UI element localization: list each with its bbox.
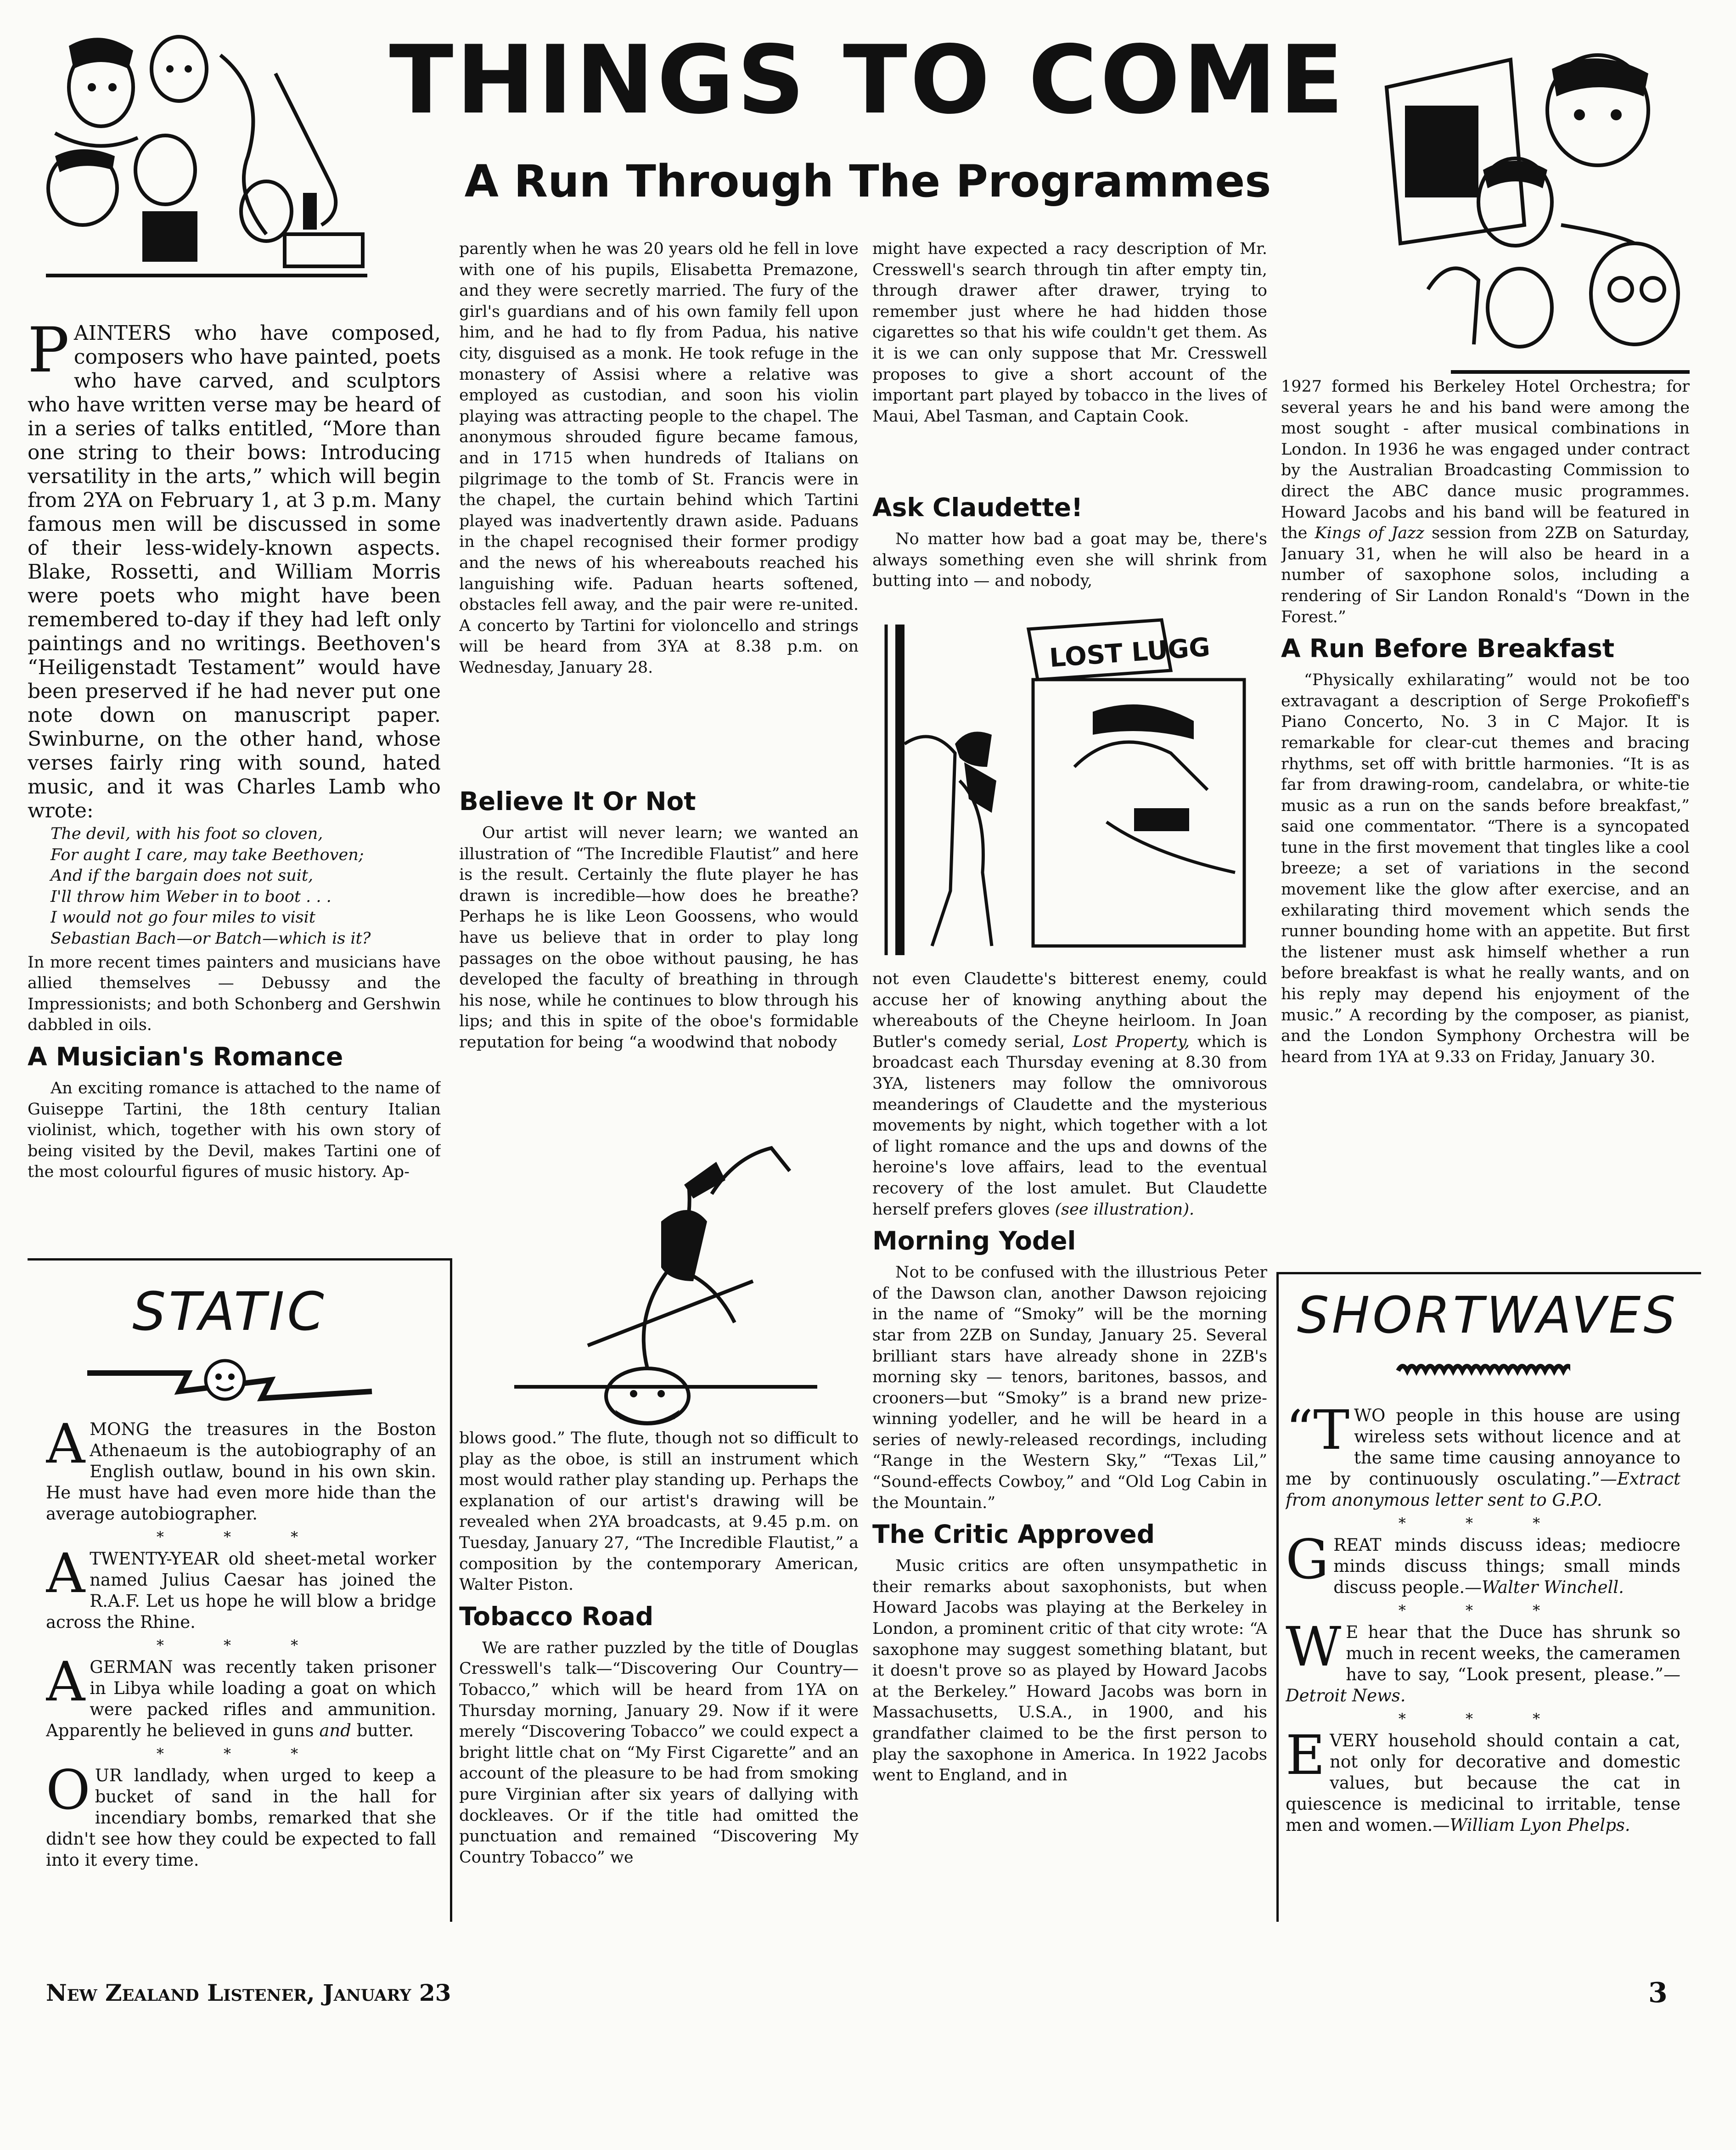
lost-luggage-sign: LOST LUGG xyxy=(1048,632,1211,674)
footer-publication: New Zealand Listener, January 23 xyxy=(46,1979,451,2006)
column-1 xyxy=(28,321,441,1258)
heading-critic-approved: The Critic Approved xyxy=(872,1520,1155,1549)
critic-text: Music critics are often unsympathetic in their remarks about saxophonists, but when Howard Jacobs was playing at the Berkeley in London, a prominent critic of that city wrote: “A saxophone may suggest something blatant, but it doesn't prove so as played by Howard Jacobs at the Berkeley.” Howard Jacobs was born in Massachusetts, U.S.A., in 1900, and his grandfather claimed to be the first person to play the saxophone in America. In 1922 Jacobs went to England, and in xyxy=(872,1557,1267,1785)
verse-line: Sebastian Bach—or Batch—which is it? xyxy=(51,929,371,948)
shortwaves-item-source: —Detroit News. xyxy=(1286,1665,1680,1705)
programme-title: Kings of Jazz xyxy=(1315,524,1424,543)
page-subtitle: A Run Through The Programmes xyxy=(464,156,1271,207)
shortwaves-item xyxy=(1286,1405,1680,1511)
column-2 xyxy=(459,239,859,1130)
drop-cap: “T xyxy=(1286,1405,1350,1462)
shortwaves-item xyxy=(1286,1615,1680,1706)
shortwaves-item-text: VERY household should contain a cat, not only for decorative and domestic values, but because the cat in quiescence is medicinal to irritable, tense men and women. xyxy=(1286,1731,1680,1835)
critic-text: session from 2ZB on Saturday, January 31, when he will also be heard in a number of saxophone solos, including a rendering of Sir Landon Ronald's “Down in the Forest.” xyxy=(1281,524,1690,626)
top-left-illustration xyxy=(28,18,386,285)
separator-stars: * * * xyxy=(156,1637,326,1654)
tobacco-text: We are rather puzzled by the title of Douglas Cresswell's talk—“Discovering Our Country—Tobacco,” which will be heard from 1YA on Thursday morning, January 29. Now if it were merely “Discovering Tobacco” we could expect a bright little chat on “My First Cigarette” and an account of the pleasure to be had from smoking pure Virginian after six years of dallying with dockleaves. Or if the title had omitted the punctuation and remained “Discovering My Country Tobacco” we xyxy=(459,1638,859,1867)
separator-stars: * * * xyxy=(1398,1710,1568,1728)
drop-cap: E xyxy=(1286,1723,1326,1787)
heading-run-before-breakfast: A Run Before Breakfast xyxy=(1281,634,1615,664)
static-item-emphasis: and xyxy=(319,1721,351,1740)
static-item-text: UR landlady, when urged to keep a bucket of sand in the hall for incendiary bombs, remarked that she didn't see how they could be expected to fall into it every time. xyxy=(46,1766,436,1870)
verse-line: I would not go four miles to visit xyxy=(51,908,315,927)
verse-line: The devil, with his foot so cloven, xyxy=(51,825,323,843)
drop-cap: W xyxy=(1286,1615,1342,1678)
heading-musicians-romance: A Musician's Romance xyxy=(28,1041,343,1071)
separator-stars: * * * xyxy=(156,1745,326,1762)
tobacco-continued-text: might have expected a racy description of Mr. Cresswell's search through tin after empty tin, through drawer after drawer, trying to remember just where he had hidden those cigarettes so that his wife couldn't get them. As it is we can only suppose that Mr. Cresswell proposes to give a short account of the important part played by tobacco in the lives of Maui, Abel Tasman, and Captain Cook. xyxy=(872,240,1267,426)
drop-cap: A xyxy=(46,1419,85,1475)
static-item-text: TWENTY-YEAR old sheet-metal worker named Julius Caesar has joined the R.A.F. Let us hope he will blow a bridge across the Rhine. xyxy=(46,1549,436,1632)
shortwaves-title: SHORTWAVES xyxy=(1297,1286,1679,1345)
critic-continued-text: 1927 formed his Berkeley Hotel Orchestra; for several years he and his band were among the most sought - after musical combinations in London. In 1936 he was engaged under contract by the Australian Broadcasting Commission to direct the ABC dance music programmes. Howard Jacobs and his band will be featured in the xyxy=(1281,377,1690,543)
believe-paragraph-2: blows good.” The flute, though not so difficult to play as the oboe, is still an instrument which most would rather play standing up. Perhaps the explanation of our artist's drawing will be revealed when 2YA broadcasts, at 9.45 p.m. on Tuesday, January 27, “The Incredible Flautist,” a composition by the contemporary American, Walter Piston. xyxy=(459,1429,859,1594)
heading-believe-it-or-not: Believe It Or Not xyxy=(459,787,696,816)
static-wave-icon xyxy=(83,1355,376,1405)
column-3 xyxy=(872,239,1267,661)
claudette-paragraph-2 xyxy=(872,969,1267,1220)
static-items xyxy=(46,1419,436,1915)
intro-paragraph-2: In more recent times painters and musicians have allied themselves — Debussy and the Impressionists; and both Schonberg and Gershwin dabbled in oils. xyxy=(28,953,441,1035)
critic-continued xyxy=(1281,377,1690,628)
verse-line: For aught I care, may take Beethoven; xyxy=(51,845,364,864)
heading-ask-claudette: Ask Claudette! xyxy=(872,493,1083,522)
shortwaves-item-source: —Walter Winchell. xyxy=(1465,1577,1624,1597)
flautist-illustration xyxy=(496,1130,845,1433)
intro-paragraph: AINTERS who have composed, composers who have painted, poets who have carved, and sculptors who have written verse may be heard of in a series of talks entitled, “More than one string to their bows: Introducing versatility in the arts,” which will begin from 2YA on February 1, at 3 p.m. Many famous men will be discussed in some of their less-widely-known aspects. Blake, Rossetti, and William Morris were poets who might have been remembered to-day if they had left only paintings and no writings. Beethoven's “Heiligenstadt Testament” would have been preserved if he had never put one note down on manuscript paper. Swinburne, on the other hand, whose verses fairly ring with sound, hated music, and it was Charles Lamb who wrote: xyxy=(28,321,441,822)
programme-title: Lost Property, xyxy=(1073,1032,1190,1051)
shortwaves-items xyxy=(1286,1405,1680,1915)
shortwaves-item-source: —William Lyon Phelps. xyxy=(1433,1815,1630,1835)
shortwaves-wave-icon xyxy=(1396,1359,1570,1382)
column-3-lower xyxy=(872,969,1267,1933)
romance-continued xyxy=(459,239,859,781)
static-item xyxy=(46,1758,436,1871)
romance-paragraph: An exciting romance is attached to the name of Guiseppe Tartini, the 18th century Italian violinist, which, together with his own story of being visited by the Devil, makes Tartini one of the most colourful figures of music history. Ap- xyxy=(28,1079,441,1182)
shortwaves-item-text: E hear that the Duce has shrunk so much in recent weeks, the cameramen have to say, “Look present, please.” xyxy=(1346,1622,1680,1684)
tobacco-paragraph xyxy=(459,1638,859,1869)
claudette-text: which is broadcast each Thursday evening at 8.30 from 3YA, listeners may follow the omnivorous meanderings of Claudette and the mysterious movements by night, which together with a lot of light romance and the ups and downs of the heroine's love affairs, lead to the eventual recovery of the lost amulet. But Claudette herself prefers gloves xyxy=(872,1032,1267,1219)
static-item xyxy=(46,1650,436,1741)
heading-tobacco-road: Tobacco Road xyxy=(459,1601,654,1631)
drop-cap: A xyxy=(46,1650,85,1713)
footer-page-number: 3 xyxy=(1648,1977,1668,2009)
yodel-paragraph: Not to be confused with the illustrious Peter of the Dawson clan, another Dawson rejoicing in the name of “Smoky” will be the morning star from 2ZB on Sunday, January 25. Several brilliant stars have already shone in 2ZB's morning sky — tenors, baritones, bassos, and crooners—but “Smoky” is a brand new prize-winning yodeller, and he will be heard in a series of newly-released recordings, including “Range in the Western Sky,” “Texas Lil,” “Sound-effects Cowboy,” and “Old Log Cabin in the Mountain.” xyxy=(872,1263,1267,1512)
romance-continued-text: parently when he was 20 years old he fell in love with one of his pupils, Elisabetta Premazone, and they were secretly married. The fury of the girl's guardians and of his own family fell upon him, and he had to fly from Padua, his native city, disguised as a monk. He took refuge in the monastery of Assisi where a relative was employed as custodian, and soon his violin playing was attracting people to the chapel. The anonymous shrouded figure became famous, and in 1715 when hundreds of Italians on pilgrimage to the tomb of St. Francis were in the chapel, the curtain behind which Tartini played was inadvertently drawn aside. Paduans in the chapel recognised their former prodigy and the news of his whereabouts reached his languishing wife. Paduan hearts softened, obstacles fell away, and the pair were re-united. A concerto by Tartini for violoncello and strings will be heard from 3YA at 8.38 p.m. on Wednesday, January 28. xyxy=(459,240,859,677)
static-item-text: butter. xyxy=(356,1721,414,1740)
shortwaves-item-text: REAT minds discuss ideas; mediocre minds discuss things; small minds discuss people. xyxy=(1333,1535,1680,1597)
static-item xyxy=(46,1542,436,1633)
static-item-text: GERMAN was recently taken prisoner in Libya while loading a goat on which were packed rifles and ammunition. Apparently he believed in guns xyxy=(46,1657,436,1740)
column-4 xyxy=(1281,377,1690,1254)
shortwaves-item-text: WO people in this house are using wireless sets without licence and at the same time causing annoyance to me by continuously osculating.” xyxy=(1286,1406,1680,1489)
drop-cap: O xyxy=(46,1758,90,1822)
shortwaves-item xyxy=(1286,1723,1680,1836)
heading-morning-yodel: Morning Yodel xyxy=(872,1226,1076,1256)
static-title: STATIC xyxy=(132,1281,327,1343)
verse-line: I'll throw him Weber in to boot . . . xyxy=(51,887,331,906)
shortwaves-item xyxy=(1286,1528,1680,1598)
static-item-text: MONG the treasures in the Boston Athenaeum is the autobiography of an English outlaw, bound in his own skin. He must have had even more hide than the average autobiographer. xyxy=(46,1419,436,1524)
separator-stars: * * * xyxy=(1398,1514,1568,1532)
lamb-verse xyxy=(28,824,441,950)
claudette-aside: (see illustration). xyxy=(1055,1200,1195,1219)
separator-stars: * * * xyxy=(156,1528,326,1546)
top-right-illustration xyxy=(1359,51,1717,390)
page-title: THINGS TO COME xyxy=(389,26,1347,135)
shortwaves-item-source: —Extract from anonymous letter sent to G.P.O. xyxy=(1286,1469,1680,1510)
static-item xyxy=(46,1419,436,1525)
separator-stars: * * * xyxy=(1398,1602,1568,1619)
claudette-goat-illustration xyxy=(877,615,1258,964)
drop-cap: G xyxy=(1286,1528,1329,1591)
verse-line: And if the bargain does not suit, xyxy=(51,867,314,885)
breakfast-paragraph: “Physically exhilarating” would not be too extravagant a description of Serge Prokofieff's Piano Concerto, No. 3 in C Major. It is remarkable for clear-cut themes and bracing rhythms, set off with brittle harmonies. “It is as far from drawing-room, candelabra, or white-tie music as a run on the sands before breakfast,” said one commentator. “There is a syncopated tune in the first movement that tingles like a cool breeze; a set of variations in the second movement like the glow after exercise, and an exhilarating third movement which sends the runner bounding home with an appetite. But first the listener must ask himself whether a run before breakfast is what he really wants, and on his reply may depend his enjoyment of the music.” A recording by the composer, as pianist, and the London Symphony Orchestra will be heard from 1YA at 9.33 on Friday, January 30. xyxy=(1281,671,1690,1066)
column-2-lower xyxy=(459,1428,859,1933)
claudette-text: not even Claudette's bitterest enemy, could accuse her of knowing anything about the whereabouts of the Cheyne heirloom. In Joan Butler's comedy serial, xyxy=(872,970,1267,1051)
drop-cap: A xyxy=(46,1542,85,1605)
believe-paragraph: Our artist will never learn; we wanted an illustration of “The Incredible Flautist” and here is the result. Certainly the flute player he has drawn is incredible—how does he breathe? Perhaps he is like Leon Goossens, who would have us believe that in order to play long passages on the oboe without pausing, he has developed the faculty of breathing in through his nose, while he continues to blow through his lips; and this in spite of the oboe's formidable reputation for being “a woodwind that nobody xyxy=(459,824,859,1052)
claudette-paragraph: No matter how bad a goat may be, there's always something even she will shrink from butting into — and nobody, xyxy=(872,530,1267,591)
critic-paragraph xyxy=(872,1556,1267,1886)
tobacco-continued xyxy=(872,239,1267,487)
drop-cap-p: P xyxy=(28,321,69,386)
